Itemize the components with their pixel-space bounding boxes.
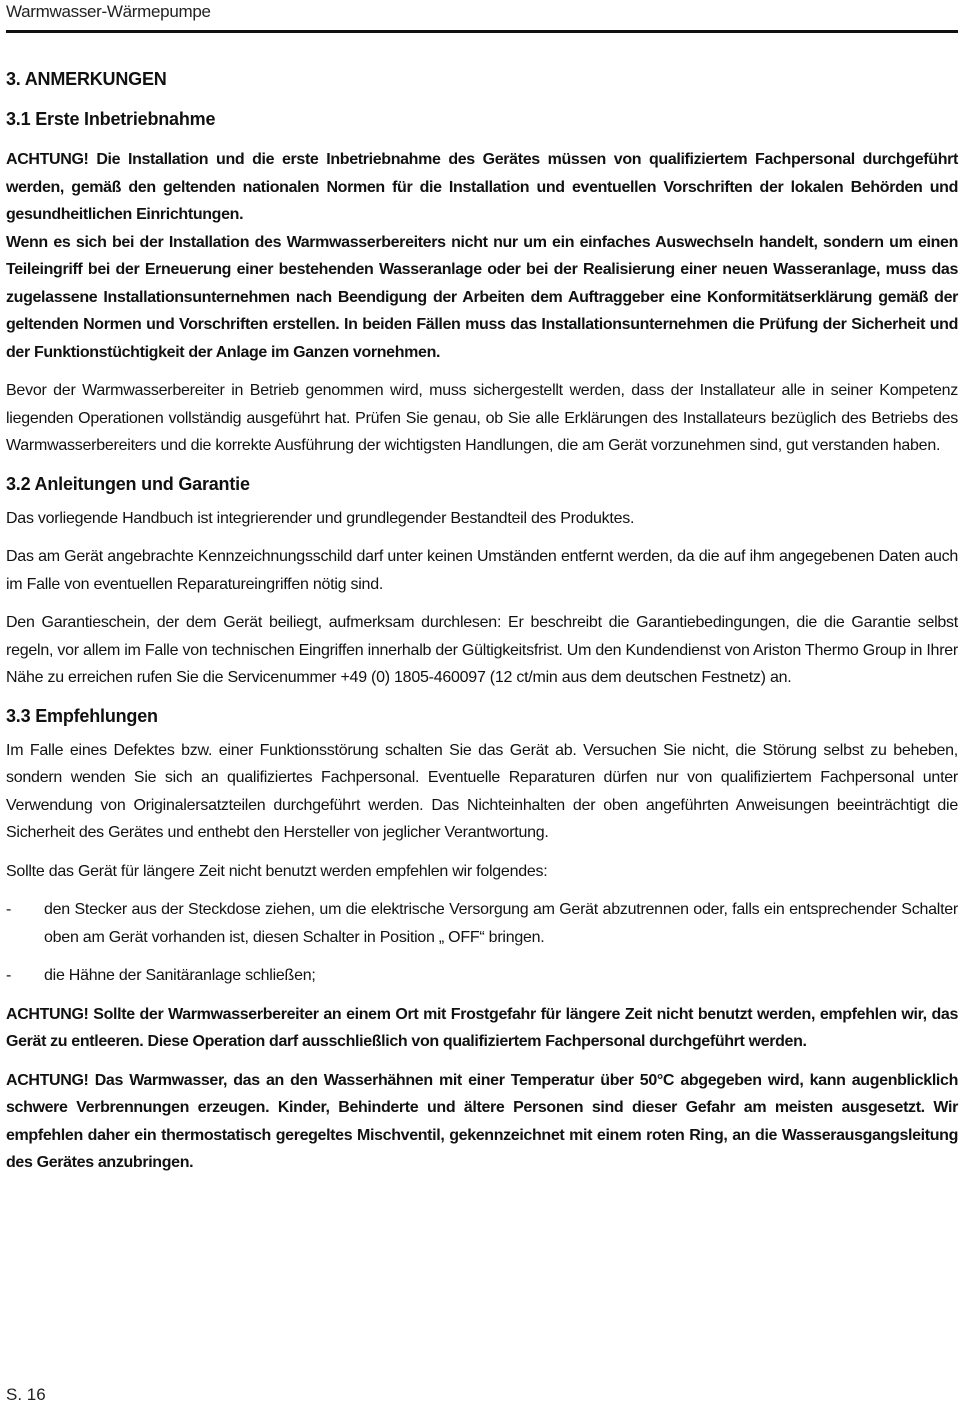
- body-paragraph: Im Falle eines Defektes bzw. einer Funktionsstörung schalten Sie das Gerät ab. Versuchen Sie nicht, die Störung selbst zu beheben, sondern wenden Sie sich an qualifiziertes Fachpersonal. Eventuelle Reparaturen dürfen nur von qualifiziertem Fachpersonal unter Verwendung von Originalersatzteilen durchgeführt werden. Das Nichteinhalten der oben angeführten Anweisungen beeinträchtigt die Sicherheit des Gerätes und enthebt den Hersteller von jeglicher Verantwortung.: [6, 741, 958, 841]
- warning-paragraph: ACHTUNG! Sollte der Warmwasserbereiter an einem Ort mit Frostgefahr für längere Zeit nicht benutzt werden, empfehlen wir, das Gerät zu entleeren. Diese Operation darf ausschließlich von qualifiziertem Fachpersonal durchgeführt werden.: [6, 1005, 958, 1050]
- body-paragraph: Sollte das Gerät für längere Zeit nicht benutzt werden empfehlen wir folgendes:: [6, 862, 548, 880]
- list-dash: -: [6, 901, 12, 918]
- warning-paragraph: ACHTUNG! Das Warmwasser, das an den Wasserhähnen mit einer Temperatur über 50°C abgegeben wird, kann augenblicklich schwere Verbrennungen erzeugen. Kinder, Behinderte und ältere Personen sind dieser Gefahr am meisten ausgesetzt. Wir empfehlen daher ein thermostatisch geregeltes Mischventil, gekennzeichnet mit einem roten Ring, an die Wasserausgangsleitung des Gerätes anzubringen.: [6, 1071, 958, 1171]
- content: [6, 66, 958, 1188]
- warning-paragraph: Wenn es sich bei der Installation des Warmwasserbereiters nicht nur um ein einfaches Auswechseln handelt, sondern um einen Teileingriff bei der Erneuerung einer bestehenden Wasseranlage oder bei der Realisierung einer neuen Wasseranlage, muss das zugelassene Installationsunternehmen nach Beendigung der Arbeiten dem Auftraggeber eine Konformitätserklärung gemäß der geltenden Normen und Vorschriften erstellen. In beiden Fällen muss das Installationsunternehmen die Prüfung der Sicherheit und der Funktionstüchtigkeit der Anlage im Ganzen vornehmen.: [6, 233, 958, 361]
- subsection-heading-3-1: 3.1 Erste Inbetriebnahme: [6, 109, 216, 129]
- subsection-heading-3-3: 3.3 Empfehlungen: [6, 705, 158, 726]
- document-page: [6, 0, 956, 1406]
- body-paragraph: Das am Gerät angebrachte Kennzeichnungsschild darf unter keinen Umständen entfernt werden, da die auf ihm angegebenen Daten auch im Falle von eventuellen Reparatureingriffen nötig sind.: [6, 548, 958, 593]
- list-item: [6, 962, 958, 990]
- list-item: [6, 896, 958, 951]
- section-heading-3: 3. ANMERKUNGEN: [6, 69, 167, 89]
- list-dash: -: [6, 967, 12, 984]
- list-item-text: den Stecker aus der Steckdose ziehen, um die elektrische Versorgung am Gerät abzutrennen oder, falls ein entsprechender Schalter oben am Gerät vorhanden ist, diesen Schalter in Position „ OFF“ bringen.: [44, 901, 958, 946]
- list-item-text: die Hähne der Sanitäranlage schließen;: [44, 967, 316, 984]
- body-paragraph: Bevor der Warmwasserbereiter in Betrieb genommen wird, muss sichergestellt werden, dass der Installateur alle in seiner Kompetenz liegenden Operationen vollständig ausgeführt hat. Prüfen Sie genau, ob Sie alle Erklärungen des Installateurs bezüglich des Betriebs des Warmwasserbereiters und die korrekte Ausführung der wichtigsten Handlungen, die am Gerät vorzunehmen sind, gut verstanden haben.: [6, 382, 958, 454]
- body-paragraph: Den Garantieschein, der dem Gerät beiliegt, aufmerksam durchlesen: Er beschreibt die Garantiebedingungen, die die Garantie selbst regeln, vor allem im Falle von technischen Eingriffen innerhalb der Gültigkeitsfrist. Um den Kundendienst von Ariston Thermo Group in Ihrer Nähe zu erreichen rufen Sie die Servicenummer +49 (0) 1805-460097 (12 ct/min aus dem deutschen Festnetz) an.: [6, 614, 958, 686]
- page-number: S. 16: [6, 1385, 46, 1404]
- subsection-heading-3-2: 3.2 Anleitungen und Garantie: [6, 473, 250, 494]
- header-rule: [6, 30, 958, 33]
- running-header: Warmwasser-Wärmepumpe: [6, 2, 211, 21]
- warning-paragraph: ACHTUNG! Die Installation und die erste Inbetriebnahme des Gerätes müssen von qualifiziertem Fachpersonal durchgeführt werden, gemäß den geltenden nationalen Normen für die Installation und eventuellen Vorschriften der lokalen Behörden und gesundheitlichen Einrichtungen.: [6, 151, 958, 223]
- body-paragraph: Das vorliegende Handbuch ist integrierender und grundlegender Bestandteil des Produktes.: [6, 509, 635, 527]
